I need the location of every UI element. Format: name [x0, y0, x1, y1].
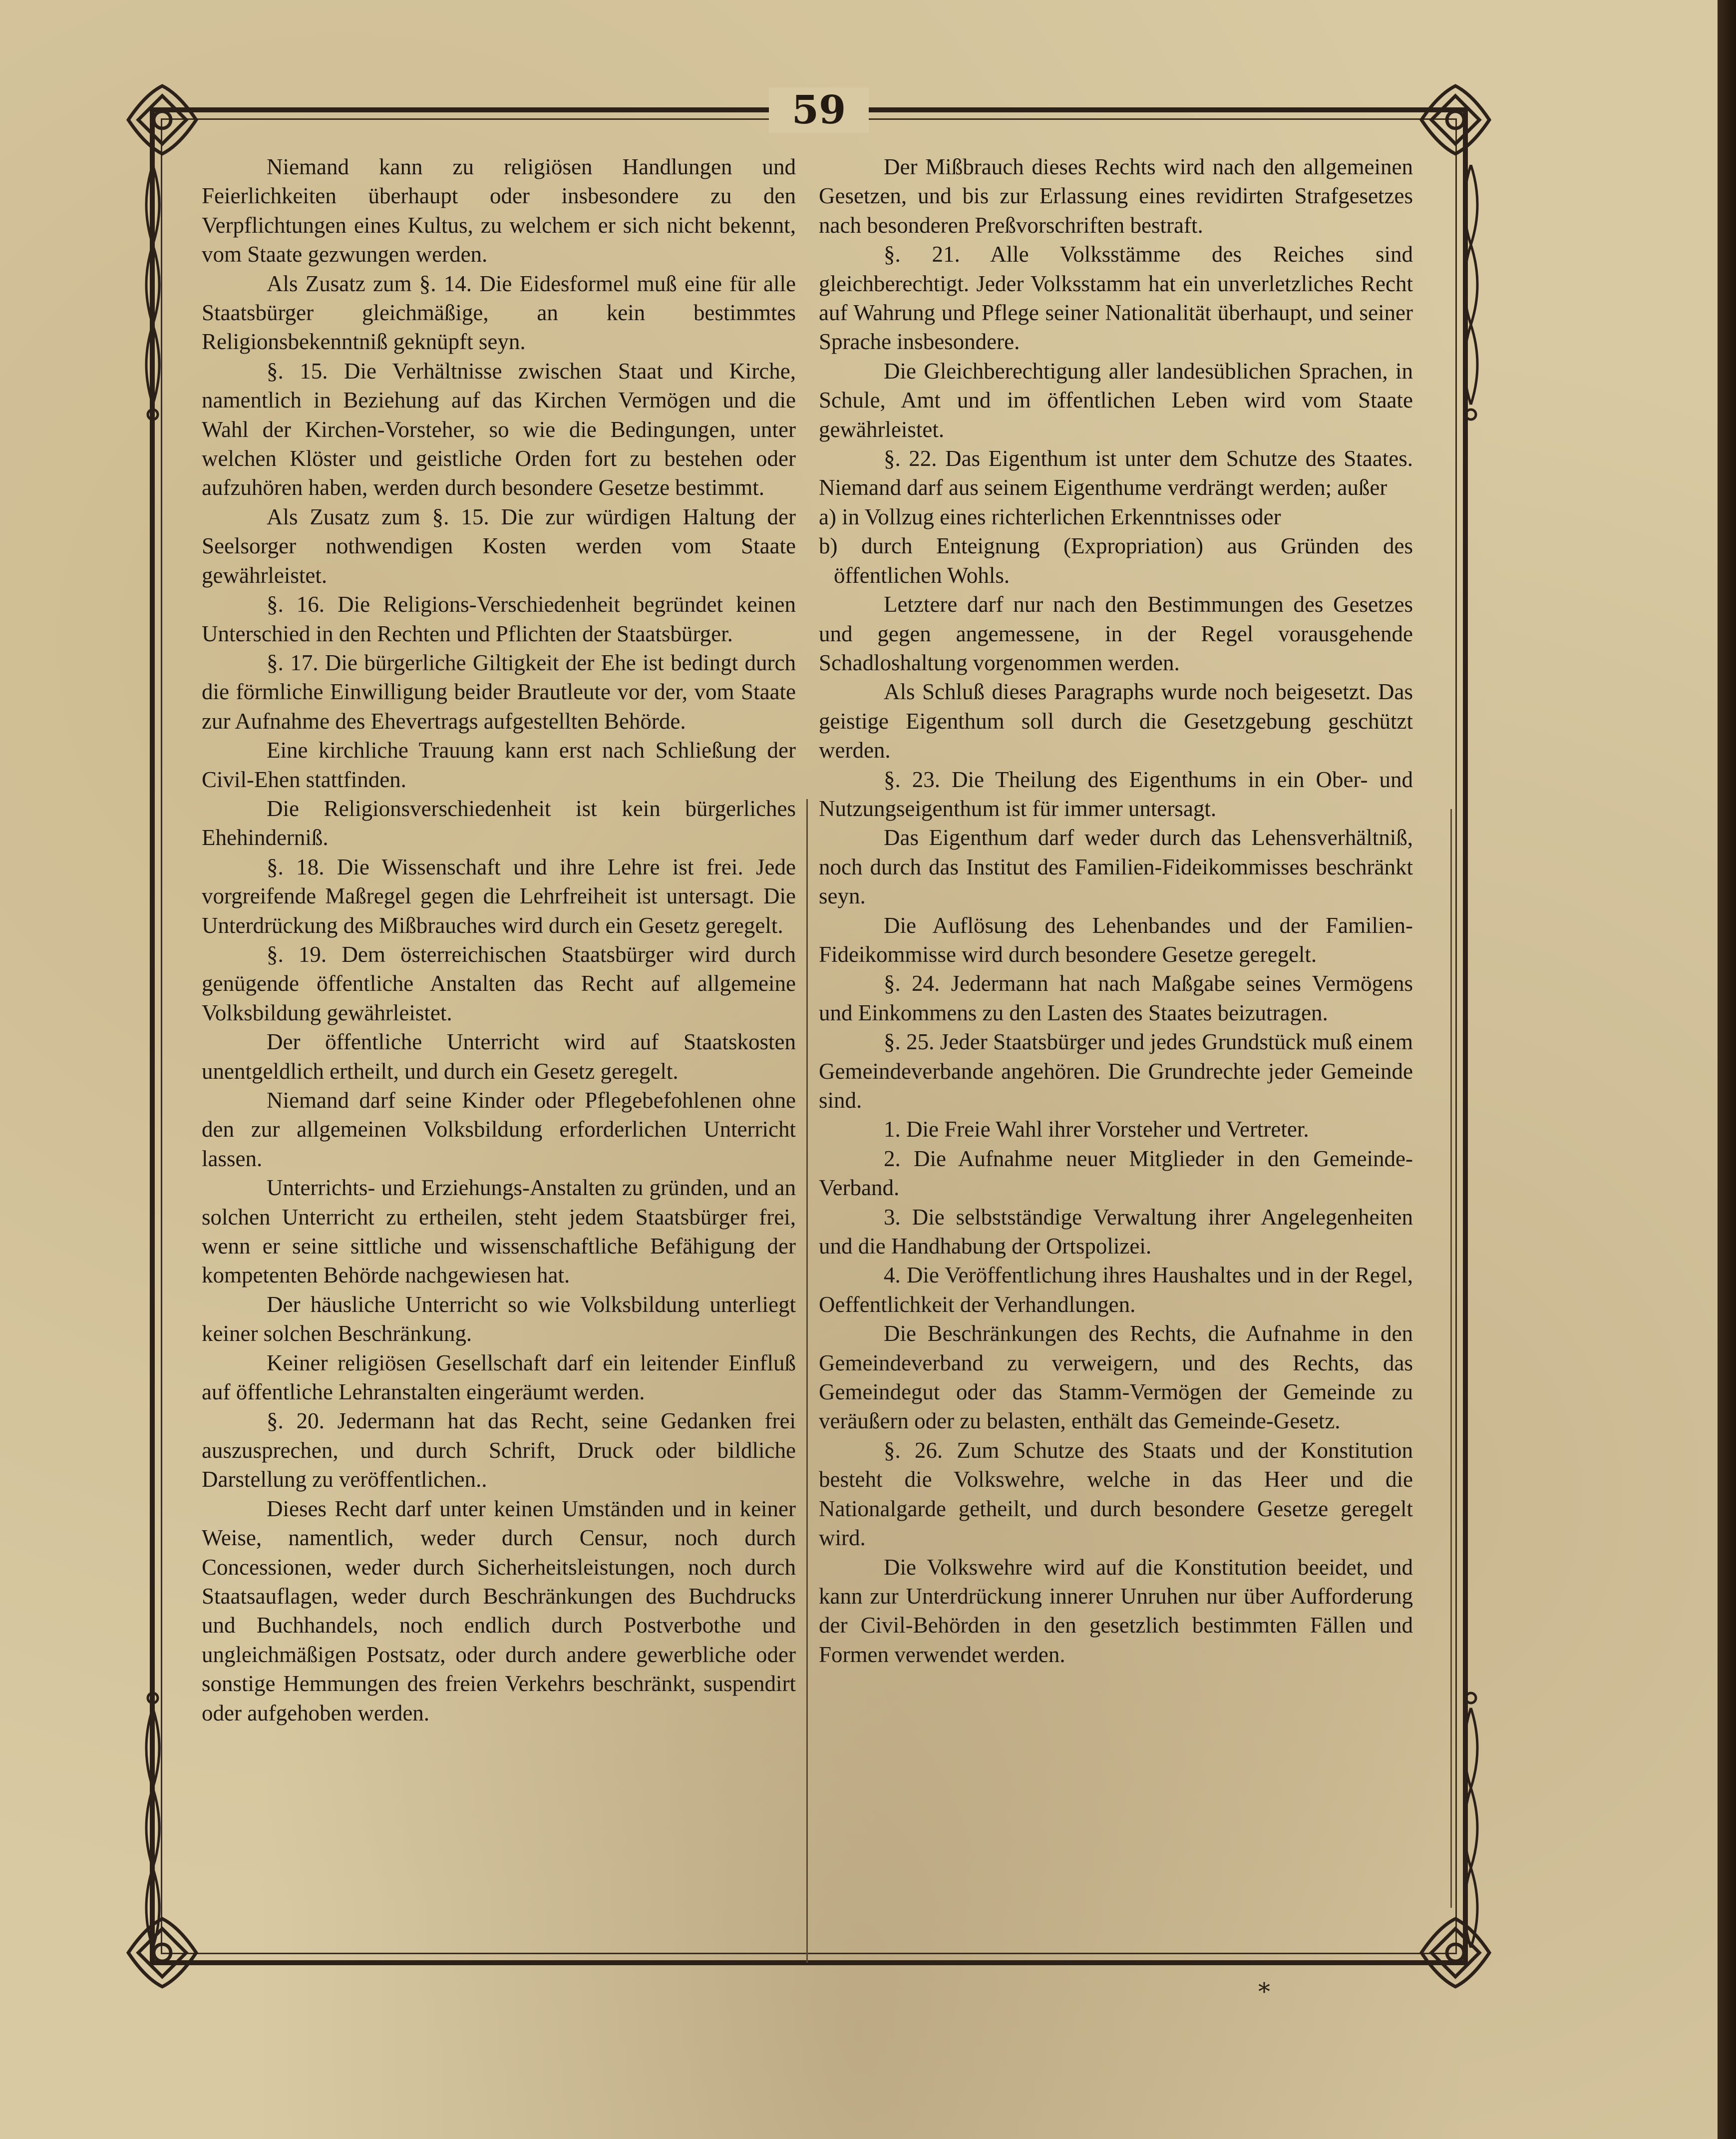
- paragraph: Letztere darf nur nach den Bestimmungen des Gesetzes und gegen angemessene, in der Regel vorausgehende Schadloshaltung vorgenommen werden.: [819, 592, 1413, 675]
- paragraph: 2. Die Aufnahme neuer Mitglieder in den Gemeinde-Verband.: [819, 1146, 1413, 1201]
- corner-ornament-icon: [120, 77, 205, 162]
- side-ornament-icon: [138, 1688, 168, 1948]
- paragraph: §. 22. Das Eigenthum ist unter dem Schutze des Staates. Niemand darf aus seinem Eigenthume verdrängt werden; außer: [819, 446, 1413, 500]
- paragraph: Der häusliche Unterricht so wie Volksbildung unterliegt keiner solchen Beschränkung.: [202, 1291, 796, 1346]
- paragraph: §. 16. Die Religions-Verschiedenheit begründet keinen Unterschied in den Rechten und Pflichten der Staatsbürger.: [202, 592, 796, 646]
- paragraph: Als Zusatz zum §. 14. Die Eidesformel muß eine für alle Staatsbürger gleichmäßige, an kein bestimmtes Religionsbekenntniß geknüpft seyn.: [202, 271, 796, 355]
- paragraph: §. 17. Die bürgerliche Giltigkeit der Ehe ist bedingt durch die förmliche Einwilligung beider Brautleute vor der, vom Staate zur Aufnahme des Ehevertrags aufgestellten Behörde.: [202, 650, 796, 734]
- margin-rule: [1450, 809, 1452, 1908]
- paragraph: Die Beschränkungen des Rechts, die Aufnahme in den Gemeindeverband zu verweigern, und des Rechts, das Gemeindegut oder das Stamm-Vermögen der Gemeinde zu veräußern oder zu belasten, enthält das Gemeinde-Gesetz.: [819, 1321, 1413, 1434]
- paragraph: Niemand kann zu religiösen Handlungen und Feierlichkeiten überhaupt oder insbesondere zu den Verpflichtungen eines Kultus, zu welchem er sich nicht bekennt, vom Staate gezwungen werden.: [202, 154, 796, 267]
- paragraph: §. 20. Jedermann hat das Recht, seine Gedanken frei auszusprechen, und durch Schrift, Druck oder bildliche Darstellung zu veröffentlichen..: [202, 1408, 796, 1492]
- side-ornament-icon: [1456, 165, 1486, 425]
- paragraph: Eine kirchliche Trauung kann erst nach Schließung der Civil-Ehen stattfinden.: [202, 738, 796, 792]
- paragraph: §. 18. Die Wissenschaft und ihre Lehre ist frei. Jede vorgreifende Maßregel gegen die Lehrfreiheit ist untersagt. Die Unterdrückung des Mißbrauches wird durch ein Gesetz geregelt.: [202, 854, 796, 938]
- paragraph: §. 26. Zum Schutze des Staats und der Konstitution besteht die Volkswehre, welche in das Heer und die Nationalgarde getheilt, und durch besondere Gesetze geregelt wird.: [819, 1437, 1413, 1551]
- paragraph: Die Gleichberechtigung aller landesüblichen Sprachen, in Schule, Amt und im öffentlichen Leben wird vom Staate gewährleistet.: [819, 358, 1413, 442]
- paragraph: Unterrichts- und Erziehungs-Anstalten zu gründen, und an solchen Unterricht zu ertheilen, steht jedem Staatsbürger frei, wenn er seine sittliche und wissenschaftliche Befähigung der kompetenten Behörde nachgewiesen hat.: [202, 1175, 796, 1288]
- text-column-right: [819, 152, 1413, 1669]
- page-number: 59: [769, 87, 869, 133]
- paragraph: 3. Die selbstständige Verwaltung ihrer Angelegenheiten und die Handhabung der Ortspolizei.: [819, 1204, 1413, 1259]
- paragraph: Die Religionsverschiedenheit ist kein bürgerliches Ehehinderniß.: [202, 796, 796, 851]
- page-edge-shadow: [1718, 0, 1736, 2139]
- paragraph: §. 21. Alle Volksstämme des Reiches sind gleichberechtigt. Jeder Volksstamm hat ein unverletzliches Recht auf Wahrung und Pflege seiner Nationalität überhaupt, und seiner Sprache insbesondere.: [819, 242, 1413, 355]
- paragraph: Keiner religiösen Gesellschaft darf ein leitender Einfluß auf öffentliche Lehranstalten eingeräumt werden.: [202, 1350, 796, 1405]
- paragraph: Der Mißbrauch dieses Rechts wird nach den allgemeinen Gesetzen, und bis zur Erlassung eines revidirten Strafgesetzes nach besonderen Preßvorschriften bestraft.: [819, 154, 1413, 238]
- paragraph: Die Auflösung des Lehenbandes und der Familien-Fideikommisse wird durch besondere Gesetze geregelt.: [819, 912, 1413, 967]
- paragraph: §. 25. Jeder Staatsbürger und jedes Grundstück muß einem Gemeindeverbande angehören. Die Grundrechte jeder Gemeinde sind.: [819, 1029, 1413, 1113]
- side-ornament-icon: [1456, 1688, 1486, 1948]
- paragraph: §. 15. Die Verhältnisse zwischen Staat und Kirche, namentlich in Beziehung auf das Kirchen Vermögen und die Wahl der Kirchen-Vorsteher, so wie die Bedingungen, unter welchen Klöster und geistliche Orden fort zu bestehen oder aufzuhören haben, werden durch besondere Gesetze bestimmt.: [202, 358, 796, 500]
- paragraph: 4. Die Veröffentlichung ihres Haushaltes und in der Regel, Oeffentlichkeit der Verhandlungen.: [819, 1263, 1413, 1317]
- paragraph: Das Eigenthum darf weder durch das Lehensverhältniß, noch durch das Institut des Familien-Fideikommisses beschränkt seyn.: [819, 825, 1413, 909]
- paragraph: Dieses Recht darf unter keinen Umständen und in keiner Weise, namentlich, weder durch Censur, noch durch Concessionen, weder durch Sicherheitsleistungen, noch durch Staatsauflagen, weder durch Beschränkungen des Buchdrucks und Buchhandels, noch endlich durch Postverbothe und ungleichmäßigen Postsatz, oder durch andere gewerbliche oder sonstige Hemmungen des freien Verkehrs beschränkt, suspendirt oder aufgehoben werden.: [202, 1496, 796, 1725]
- paragraph: §. 19. Dem österreichischen Staatsbürger wird durch genügende öffentliche Anstalten das Recht auf allgemeine Volksbildung gewährleistet.: [202, 941, 796, 1025]
- footnote-mark: *: [1258, 1978, 1270, 2006]
- paragraph: b) durch Enteignung (Expropriation) aus Gründen des öffentlichen Wohls.: [819, 533, 1413, 588]
- paragraph: Als Schluß dieses Paragraphs wurde noch beigesetzt. Das geistige Eigenthum soll durch die Gesetzgebung geschützt werden.: [819, 679, 1413, 763]
- corner-ornament-icon: [1413, 77, 1498, 162]
- text-column-left: [202, 152, 796, 1727]
- paragraph: Niemand darf seine Kinder oder Pflegebefohlenen ohne den zur allgemeinen Volksbildung erforderlichen Unterricht lassen.: [202, 1088, 796, 1171]
- paragraph: Die Volkswehre wird auf die Konstitution beeidet, und kann zur Unterdrückung innerer Unruhen nur über Aufforderung der Civil-Behörden in den gesetzlich bestimmten Fällen und Formen verwendet werden.: [819, 1554, 1413, 1667]
- side-ornament-icon: [138, 165, 168, 425]
- column-divider: [806, 799, 808, 1963]
- paragraph: 1. Die Freie Wahl ihrer Vorsteher und Vertreter.: [884, 1117, 1309, 1142]
- paragraph: Als Zusatz zum §. 15. Die zur würdigen Haltung der Seelsorger nothwendigen Kosten werden vom Staate gewährleistet.: [202, 504, 796, 588]
- paragraph: §. 23. Die Theilung des Eigenthums in ein Ober- und Nutzungseigenthum ist für immer untersagt.: [819, 767, 1413, 821]
- paragraph: a) in Vollzug eines richterlichen Erkenntnisses oder: [819, 504, 1281, 529]
- paragraph: Der öffentliche Unterricht wird auf Staatskosten unentgeldlich ertheilt, und durch ein Gesetz geregelt.: [202, 1029, 796, 1084]
- paragraph: §. 24. Jedermann hat nach Maßgabe seines Vermögens und Einkommens zu den Lasten des Staates beizutragen.: [819, 971, 1413, 1025]
